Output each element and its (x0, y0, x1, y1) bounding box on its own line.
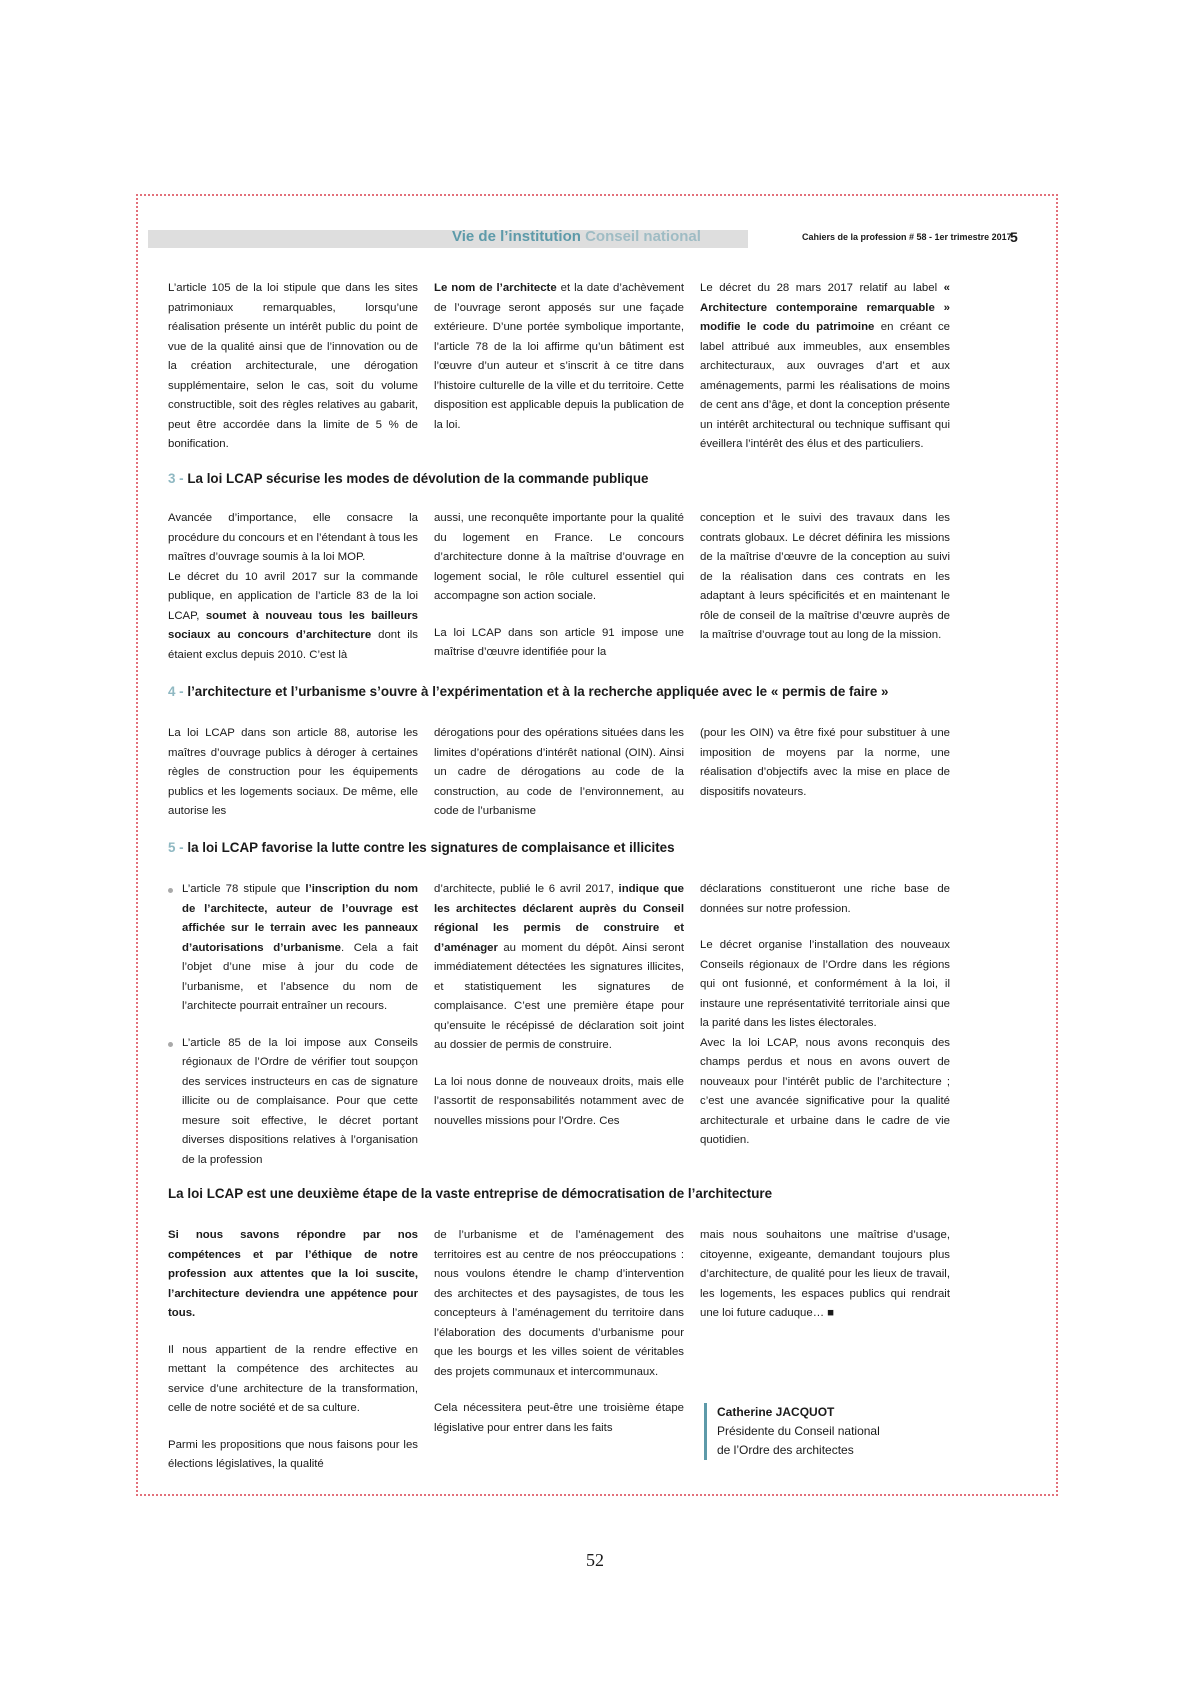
bullet-item: L’article 85 de la loi impose aux Conseils régionaux de l’Ordre de vérifier tout soupçon des services instructeurs en cas de signature illicite ou de complaisance. Pour que cette mesure soit effective, le décret portant diverses dispositions relatives à l’organisation de la profession (168, 1034, 418, 1171)
s5-column-3: déclarations constitueront une riche base de données sur notre profession. Le décret organise l’installation des nouveaux Conseils régionaux de l’Ordre dans les régions qui ont fusionné, et conformément à la loi, il instaure une représentativité territoriale ainsi que la parité dans les listes électorales. Avec la loi LCAP, nous avons reconquis des champs perdus et nous en avons ouvert de nouveaux pour l’intérêt public de l’architecture ; c’est une avancée significative pour la qualité architecturale et urbaine dans le cadre de vie quotidien. (700, 883, 950, 1146)
s6-column-2: de l’urbanisme et de l’aménagement des territoires est au centre de nos préoccupations : nous voulons étendre le champ d’intervention des architectes et des paysagistes, de tous les concepteurs à l’aménagement du territoire dans l’élaboration des documents d’urbanisme pour que les bourgs et les villes soient de véritables des projets communaux et intercommunaux. Cela nécessitera peut-être une troisième étape législative pour entrer dans les faits (434, 1229, 684, 1434)
s4-column-3: (pour les OIN) va être fixé pour substituer à une imposition de moyens par la norme, une réalisation d’objectifs avec la mise en place de dispositifs novateurs. (700, 727, 950, 798)
s5-column-1 (168, 880, 418, 1170)
s4-column-2: dérogations pour des opérations situées dans les limites d’opérations d’intérêt national (OIN). Ainsi un cadre de dérogations au code de la construction, au code de l’environnement, au code de l’urbanisme (434, 727, 684, 817)
intro-column-2: Le nom de l’architecte et la date d’achèvement de l’ouvrage seront apposés sur une façade extérieure. D’une portée symbolique importante, l’article 78 de la loi affirme qu’un bâtiment est l’œuvre d’un auteur et s’inscrit à ce titre dans l’histoire culturelle de la ville et du territoire. Cette disposition est applicable depuis la publication de la loi. (434, 282, 684, 431)
s3-column-3: conception et le suivi des travaux dans les contrats globaux. Le décret définira les missions de la maîtrise d’œuvre de la conception au suivi de la réalisation dans ces contrats en les adaptant à leurs spécificités et en maintenant le rôle de conseil de la maîtrise d’œuvre auprès de la maîtrise d’ouvrage tout au long de la mission. (700, 512, 950, 641)
header-page-number: 5 (1010, 229, 1018, 245)
s5-column-2: d’architecte, publié le 6 avril 2017, indique que les architectes déclarent auprès du Conseil régional les permis de construire et d’aménager au moment du dépôt. Ainsi seront immédiatement détectées les signatures illicites, et statistiquement les signatures de complaisance. C’est une première étape pour qu’ensuite le récépissé de déclaration soit joint au dossier de permis de construire. La loi nous donne de nouveaux droits, mais elle l’assortit de responsabilités notamment avec de nouvelles missions pour l’Ordre. Ces (434, 883, 684, 1127)
section-3-heading: 3 - La loi LCAP sécurise les modes de dévolution de la commande publique (168, 471, 649, 486)
s6-column-3: mais nous souhaitons une maîtrise d’usage, citoyenne, exigeante, demandant toujours plus d’architecture, de qualité pour les lieux de travail, les logements, les espaces publics qui rendrait une loi future caduque… ■ (700, 1229, 950, 1319)
s3-column-1: Avancée d’importance, elle consacre la procédure du concours et en l’étendant à tous les maîtres d’ouvrage soumis à la loi MOP. Le décret du 10 avril 2017 sur la commande publique, en application de l’article 83 de la loi LCAP, soumet à nouveau tous les bailleurs sociaux au concours d’architecture dont ils étaient exclus depuis 2010. C’est là (168, 512, 418, 661)
intro-column-3: Le décret du 28 mars 2017 relatif au label « Architecture contemporaine remarquable » modifie le code du patrimoine en créant ce label attribué aux immeubles, aux ensembles architecturaux, aux ouvrages d’art et aux aménagements, parmi les réalisations de moins de cent ans d’âge, et dont la conception présente un intérêt architectural ou technique suffisant qui éveillera l’intérêt des élus et des particuliers. (700, 282, 950, 450)
signature-role: Présidente du Conseil national (717, 1424, 880, 1438)
signature-name: Catherine JACQUOT (717, 1405, 835, 1419)
bullet-icon (168, 888, 173, 893)
section-4-heading: 4 - l’architecture et l’urbanisme s’ouvre à l’expérimentation et à la recherche appliquée avec le « permis de faire » (168, 684, 889, 699)
bullet-item: L’article 78 stipule que l’inscription du nom de l’architecte, auteur de l’ouvrage est affichée sur le terrain avec les panneaux d’autorisations d’urbanisme. Cela a fait l’objet d’une mise à jour du code de l’urbanisme, et l’absence du nom de l’architecte pourrait entraîner un recours. (168, 880, 418, 1017)
header-section-title: Vie de l’institution Conseil national (452, 228, 701, 245)
intro-column-1: L’article 105 de la loi stipule que dans les sites patrimoniaux remarquables, lorsqu’une réalisation présente un intérêt public du point de vue de la qualité ainsi que de l’innovation ou de la création architecturale, une dérogation supplémentaire, selon le cas, soit du volume constructible, soit des règles relatives au gabarit, peut être accordée dans la limite de 5 % de bonification. (168, 282, 418, 450)
bullet-icon (168, 1042, 173, 1047)
s4-column-1: La loi LCAP dans son article 88, autorise les maîtres d’ouvrage publics à déroger à certaines règles de construction pour les équipements publics et les logements sociaux. De même, elle autorise les (168, 727, 418, 817)
section-6-heading: La loi LCAP est une deuxième étape de la vaste entreprise de démocratisation de l’architecture (168, 1186, 773, 1201)
signature-block (704, 1403, 880, 1460)
page-number: 52 (586, 1550, 604, 1570)
signature-role: de l’Ordre des architectes (717, 1443, 854, 1457)
section-5-heading: 5 - la loi LCAP favorise la lutte contre les signatures de complaisance et illicites (168, 840, 675, 855)
s6-column-1: Si nous savons répondre par nos compétences et par l’éthique de notre profession aux attentes que la loi suscite, l’architecture deviendra une appétence pour tous. Il nous appartient de la rendre effective en mettant la compétence des architectes au service d’une architecture de la transformation, celle de notre société et de sa culture. Parmi les propositions que nous faisons pour les élections législatives, la qualité (168, 1229, 418, 1470)
header-publication: Cahiers de la profession # 58 - 1er trimestre 2017 (802, 232, 1012, 242)
s3-column-2: aussi, une reconquête importante pour la qualité du logement en France. Le concours d’architecture donne à la maîtrise d’ouvrage en logement social, le rôle culturel essentiel qui accompagne son action sociale. La loi LCAP dans son article 91 impose une maîtrise d’œuvre identifiée pour la (434, 512, 684, 658)
